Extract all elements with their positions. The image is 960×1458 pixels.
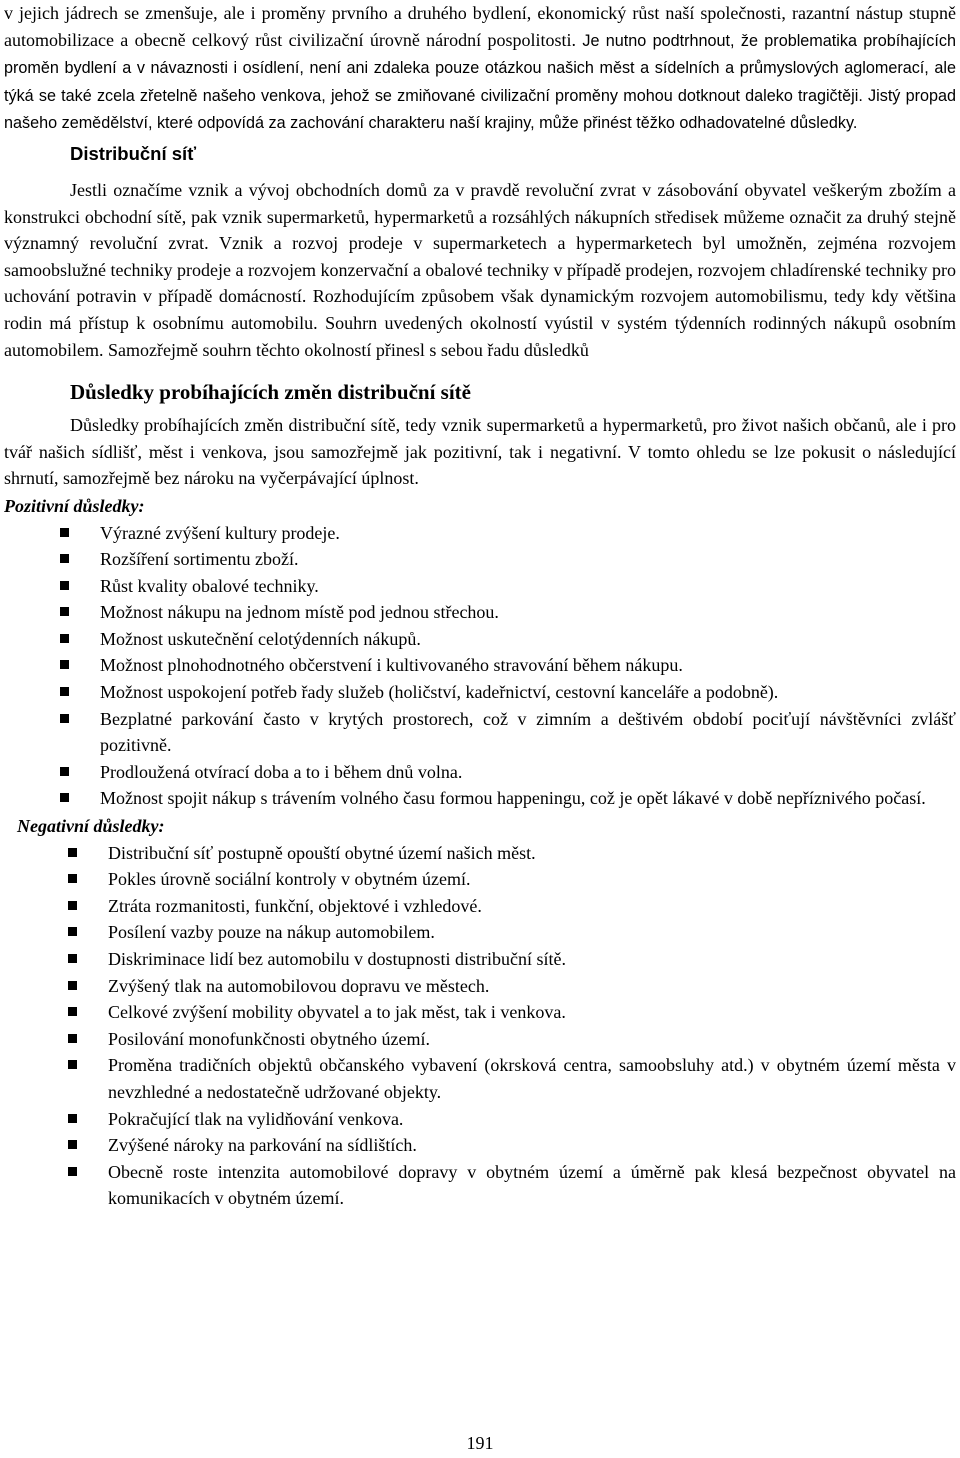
negative-list-item-text: Pokles úrovně sociální kontroly v obytném území. <box>108 869 471 890</box>
square-bullet-icon <box>68 901 77 910</box>
square-bullet-icon <box>68 927 77 936</box>
negative-list-item-text: Proměna tradičních objektů občanského vybavení (okrsková centra, samoobsluhy atd.) v obytném území města v nevzhledné a nedostatečně udržované objekty. <box>108 1055 956 1102</box>
negative-list-item-text: Diskriminace lidí bez automobilu v dostupnosti distribuční sítě. <box>108 949 566 969</box>
negative-list-item <box>4 973 956 1000</box>
positive-list-item-text: Možnost spojit nákup s trávením volného času formou happeningu, což je opět lákavé v době nepříznivého počasí. <box>100 788 926 809</box>
square-bullet-icon <box>60 660 69 669</box>
square-bullet-icon <box>68 1167 77 1176</box>
negative-list-item <box>4 999 956 1026</box>
square-bullet-icon <box>60 528 69 537</box>
negative-list-item-text: Posilování monofunkčnosti obytného území. <box>108 1028 430 1049</box>
square-bullet-icon <box>68 1034 77 1043</box>
positive-list-item <box>4 573 956 600</box>
square-bullet-icon <box>68 1140 77 1149</box>
positive-list-item-text: Výrazné zvýšení kultury prodeje. <box>100 522 340 543</box>
positive-list-item <box>4 759 956 786</box>
intro-continuation: Je nutno podtrhnout, že problematika probíhajících proměn bydlení a v návaznosti i osídlení, není ani zdaleka pouze otázkou našich měst a sídelních a průmyslových aglomerací, ale týká se také zcela zřetelně našeho venkova, jehož se zmiňované civilizační proměny mohou dotknout daleko tragičtěji. <box>4 31 956 105</box>
square-bullet-icon <box>60 793 69 802</box>
square-bullet-icon <box>60 714 69 723</box>
positive-list-item-text: Možnost uspokojení potřeb řady služeb (holičství, kadeřnictví, cestovní kanceláře a podobně). <box>100 682 779 703</box>
positive-list-item-text: Růst kvality obalové techniky. <box>100 575 319 596</box>
intro-paragraph <box>4 0 956 137</box>
negative-list-title: Negativní důsledky: <box>17 816 165 837</box>
square-bullet-icon <box>68 954 77 963</box>
negative-list-item-text: Distribuční síť postupně opouští obytné území našich měst. <box>108 842 536 863</box>
square-bullet-icon <box>68 1114 77 1123</box>
intro-tail: Jistý propad našeho zemědělství, které odpovídá za zachování charakteru naší krajiny, může přinést těžko odhadovatelné důsledky. <box>4 86 956 133</box>
positive-list-item <box>4 626 956 653</box>
negative-list-item <box>4 840 956 867</box>
negative-list-item-text: Celkové zvýšení mobility obyvatel a to jak měst, tak i venkova. <box>108 1002 566 1023</box>
section-heading-consequences: Důsledky probíhajících změn distribuční sítě <box>70 380 471 405</box>
negative-list-item <box>4 1026 956 1053</box>
negative-list-item <box>4 893 956 920</box>
negative-list-item <box>4 946 956 973</box>
square-bullet-icon <box>60 581 69 590</box>
square-bullet-icon <box>60 767 69 776</box>
negative-list-item <box>4 866 956 893</box>
intro-first-line: v jejich jádrech se zmenšuje, ale i proměny prvního a druhého bydlení, ekonomický růst naší společnosti, razantní nástup stupně automobilizace a obecně celkový růst civilizační úrovně národní pospolitosti. <box>4 3 956 50</box>
square-bullet-icon <box>68 1060 77 1069</box>
negative-list-item-text: Zvýšený tlak na automobilovou dopravu ve městech. <box>108 975 490 996</box>
square-bullet-icon <box>68 848 77 857</box>
positive-list-item-text: Možnost uskutečnění celotýdenních nákupů. <box>100 628 421 649</box>
positive-list-title: Pozitivní důsledky: <box>4 495 145 516</box>
positive-list-item <box>4 679 956 706</box>
consequences-paragraph: Důsledky probíhajících změn distribuční sítě, tedy vznik supermarketů a hypermarketů, pro život našich občanů, ale i pro tvář našich sídlišť, měst i venkova, jsou samozřejmě jak pozitivní, tak i negativní. V tomto ohledu se lze pokusit o následující shrnutí, samozřejmě bez nároku na vyčerpávající úplnost. <box>4 415 956 489</box>
positive-list-item <box>4 546 956 573</box>
square-bullet-icon <box>60 554 69 563</box>
distribution-paragraph: Jestli označíme vznik a vývoj obchodních domů za v pravdě revoluční zvrat v zásobování obyvatel veškerým zbožím a konstrukci obchodní sítě, pak vznik supermarketů, hypermarketů a rozsáhlých nákupních středisek můžeme označit za druhý stejně významný revoluční zvrat. Vznik a rozvoj prodeje v supermarketech a hypermarketech byl umožněn, zejména rozvojem samoobslužné techniky prodeje a rozvojem konzervační a obalové techniky v případě prodejen, rozvojem chladírenské techniky pro uchování potravin v případě domácností. Rozhodujícím způsobem však dynamickým rozvojem automobilismu, tedy kdy většina rodin má přístup k osobnímu automobilu. Souhrn uvedených okolností vyústil v systém týdenních rodinných nákupů osobním automobilem. Samozřejmě souhrn těchto okolností přinesl s sebou řadu důsledků <box>4 179 956 360</box>
negative-list-item-text: Obecně roste intenzita automobilové dopravy v obytném území a úměrně pak klesá bezpečnost obyvatel na komunikacích v obytném území. <box>108 1161 956 1209</box>
negative-list-item <box>4 1052 956 1105</box>
square-bullet-icon <box>68 1007 77 1016</box>
negative-list-item <box>4 919 956 946</box>
positive-list-item <box>4 785 956 812</box>
page-number: 191 <box>466 1433 494 1453</box>
square-bullet-icon <box>60 687 69 696</box>
positive-list-item-text: Rozšíření sortimentu zboží. <box>100 549 299 570</box>
square-bullet-icon <box>68 874 77 883</box>
square-bullet-icon <box>60 607 69 616</box>
negative-list-item-text: Ztráta rozmanitosti, funkční, objektové i vzhledové. <box>108 895 482 916</box>
negative-list <box>4 840 956 1212</box>
square-bullet-icon <box>60 634 69 643</box>
document-page <box>4 0 956 1212</box>
positive-list-item-text: Možnost plnohodnotného občerstvení i kultivovaného stravování během nákupu. <box>100 655 683 676</box>
negative-list-item-text: Posílení vazby pouze na nákup automobilem. <box>108 922 435 943</box>
negative-list-item-text: Pokračující tlak na vylidňování venkova. <box>108 1108 404 1129</box>
positive-list-item <box>4 706 956 759</box>
negative-list-item <box>4 1132 956 1159</box>
square-bullet-icon <box>68 981 77 990</box>
positive-list <box>4 520 956 813</box>
positive-list-item <box>4 599 956 626</box>
negative-list-item <box>4 1106 956 1133</box>
positive-list-item <box>4 652 956 679</box>
positive-list-item <box>4 520 956 547</box>
positive-list-item-text: Možnost nákupu na jednom místě pod jednou střechou. <box>100 602 499 623</box>
positive-list-item-text: Prodloužená otvírací doba a to i během dnů volna. <box>100 761 463 782</box>
positive-list-item-text: Bezplatné parkování často v krytých prostorech, což v zimním a deštivém období pociťují návštěvníci zvlášť pozitivně. <box>100 708 956 756</box>
section-heading-distribution: Distribuční síť <box>70 142 197 164</box>
negative-list-item-text: Zvýšené nároky na parkování na sídlištích. <box>108 1135 417 1156</box>
negative-list-item <box>4 1159 956 1212</box>
